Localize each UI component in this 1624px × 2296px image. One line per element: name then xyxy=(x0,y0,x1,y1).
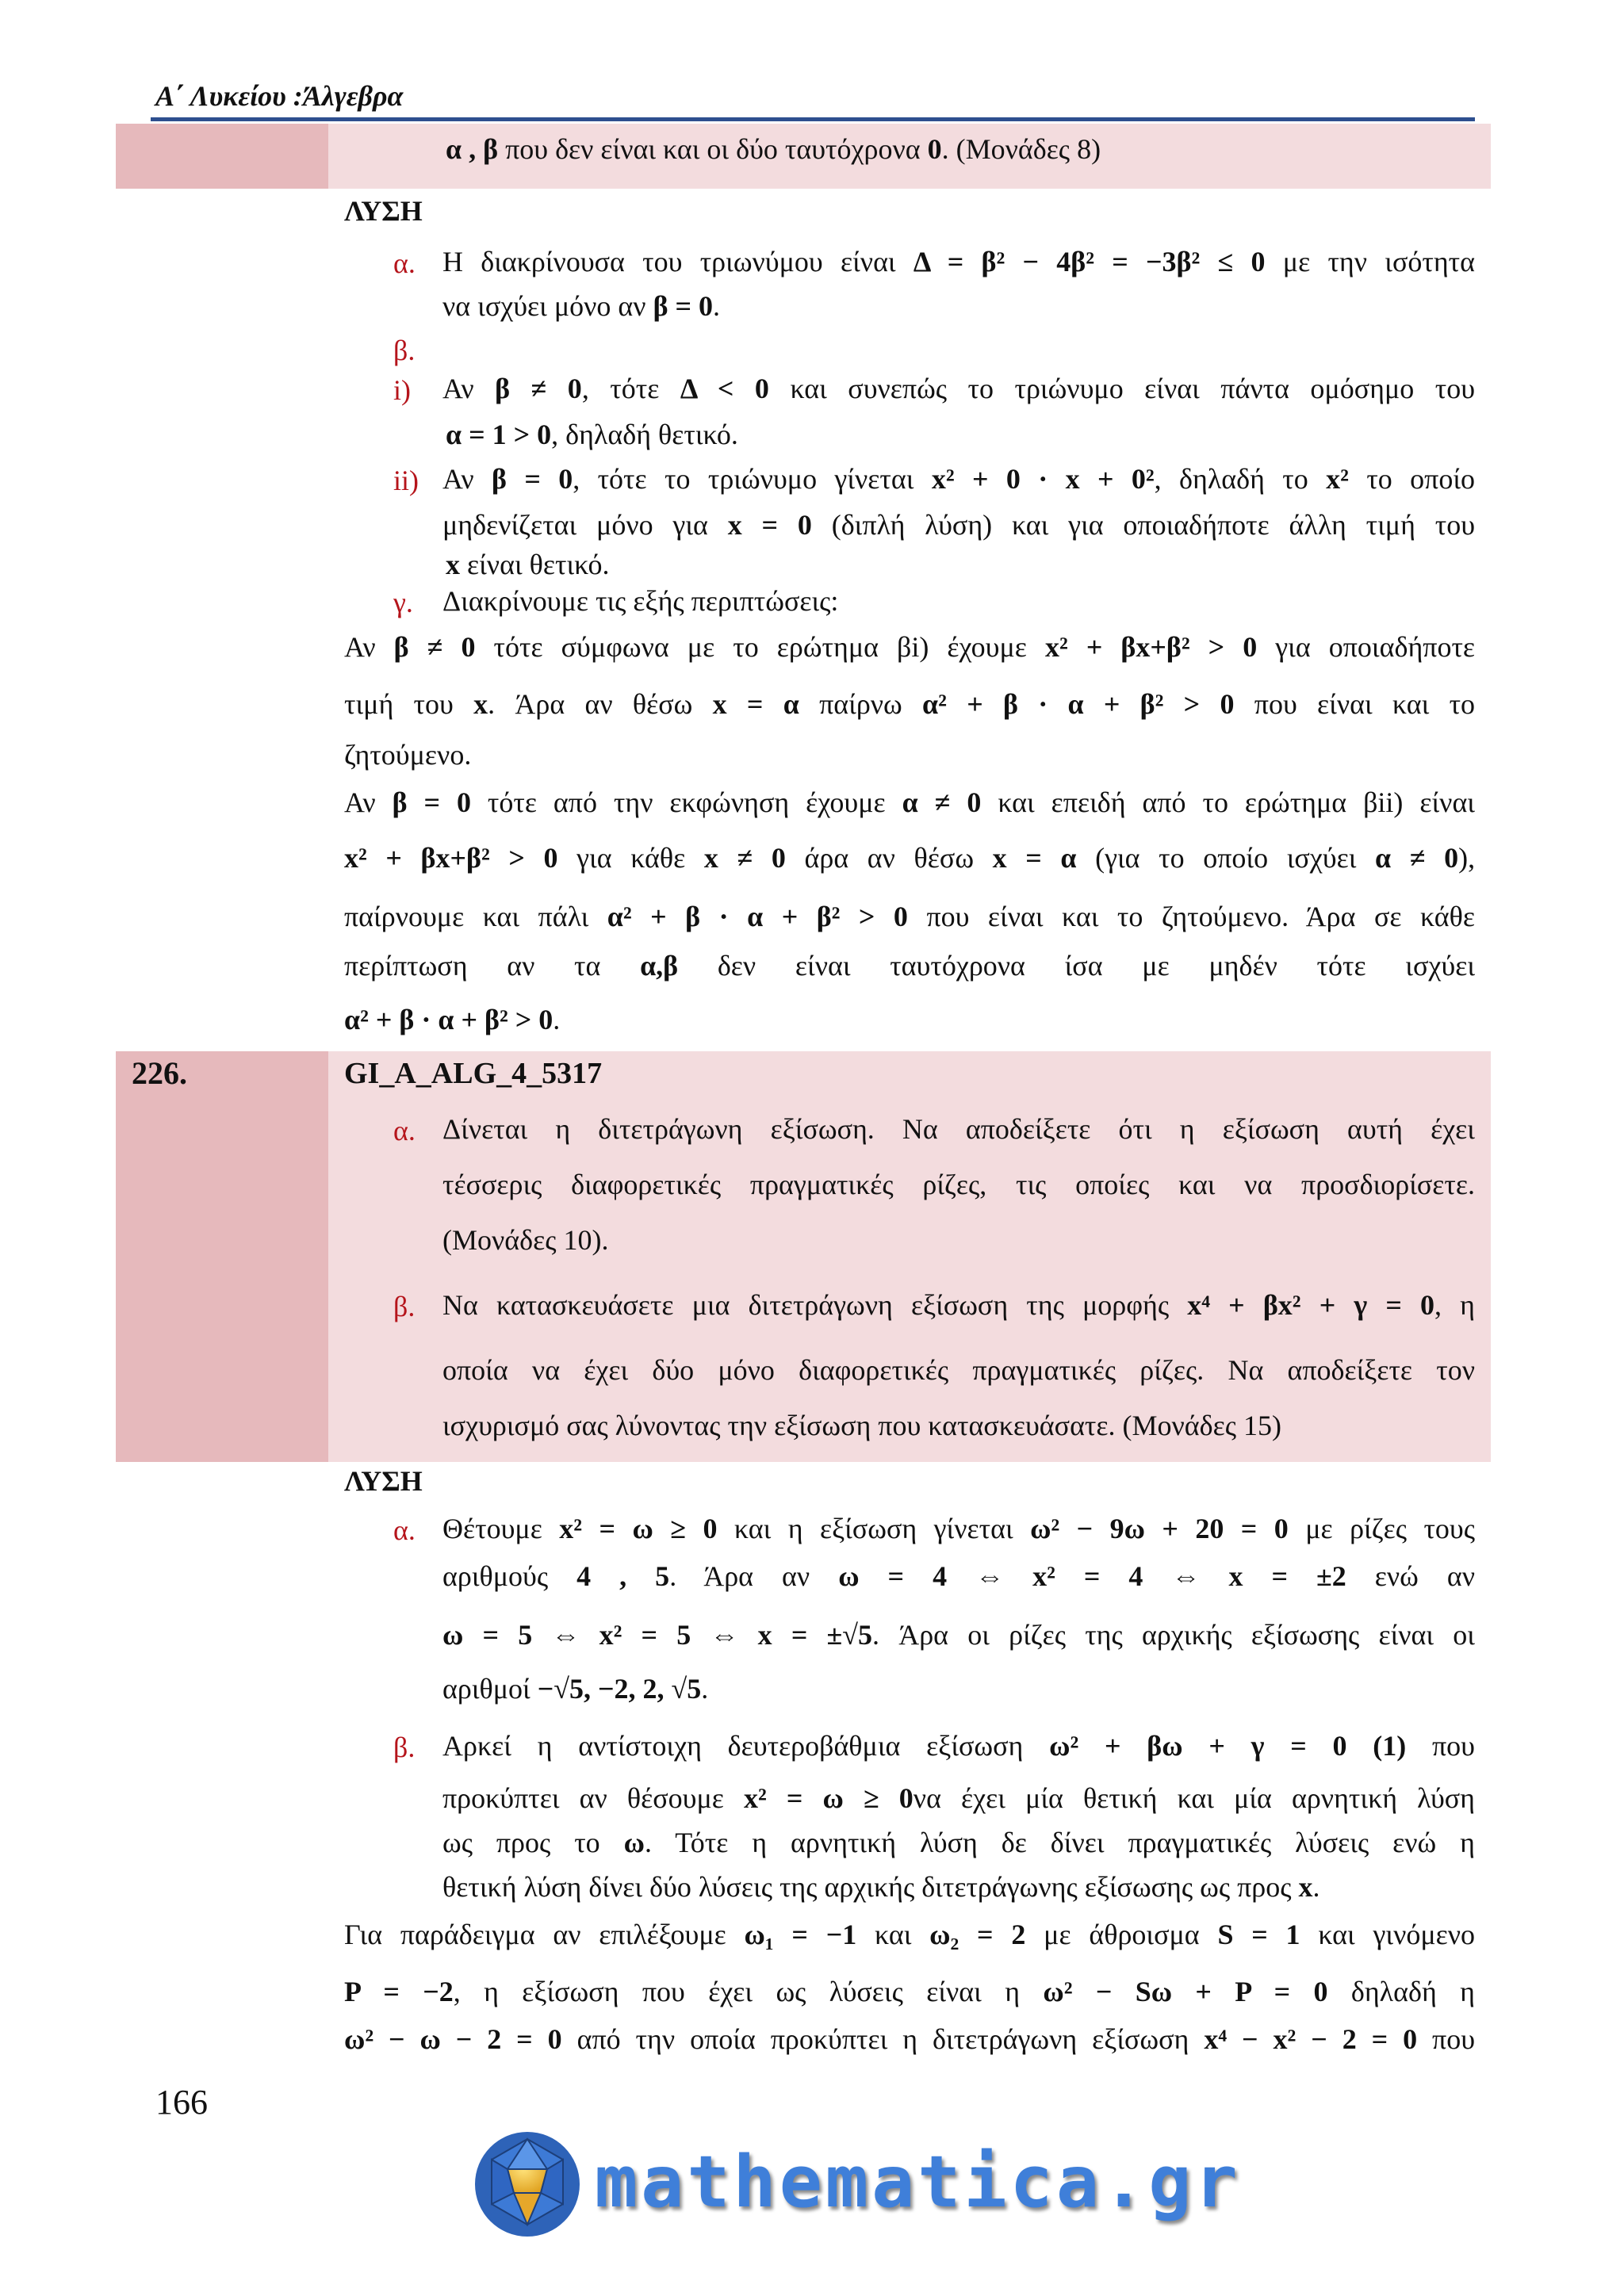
math: x xyxy=(1298,1871,1313,1903)
text: Αρκεί η αντίστοιχη δευτεροβάθμια εξίσωση xyxy=(442,1730,1024,1762)
label-c: γ. xyxy=(393,587,413,618)
text: και η εξίσωση γίνεται xyxy=(733,1513,1013,1544)
math-biquadratic: x⁴ + βx² + γ = 0 xyxy=(1187,1289,1435,1321)
text: για οποιαδήποτε xyxy=(1275,631,1476,663)
sol2-b-line3 xyxy=(442,1825,1475,1860)
math: x = α xyxy=(712,688,799,720)
sol2-b-line2 xyxy=(442,1781,1475,1816)
band1-text xyxy=(446,132,1101,166)
math: ω² − ω − 2 = 0 xyxy=(344,2023,562,2055)
text: (για το οποίο ισχύει xyxy=(1095,842,1357,874)
text: , τότε το τριώνυμο γίνεται xyxy=(573,463,914,495)
text: ), xyxy=(1458,842,1476,874)
logo-text: mathematica.gr xyxy=(595,2141,1241,2224)
sol2-q3 xyxy=(344,2022,1475,2057)
sol1-p6 xyxy=(344,899,1475,934)
ex226-a-line3: (Μονάδες 10). xyxy=(442,1224,609,1256)
text: Θέτουμε xyxy=(442,1513,542,1544)
text: Για παράδειγμα αν επιλέξουμε xyxy=(344,1919,726,1950)
math: x⁴ − x² − 2 = 0 xyxy=(1204,2023,1418,2055)
sol1-c-line1: Διακρίνουμε τις εξής περιπτώσεις: xyxy=(442,585,839,617)
sol2-b-line1 xyxy=(442,1728,1475,1763)
math-ab: α , β xyxy=(446,133,499,165)
math: ω xyxy=(623,1827,645,1858)
text: που είναι και το xyxy=(1254,688,1476,720)
math: ω = 5 ⇔ x² = 5 ⇔ x = ±√5 xyxy=(442,1619,873,1651)
text: Αν xyxy=(344,631,376,663)
math: x² + βx+β² > 0 xyxy=(1044,631,1258,663)
text: με ρίζες τους xyxy=(1305,1513,1475,1544)
text: που xyxy=(1432,2023,1476,2055)
text: δεν είναι ταυτόχρονα ίσα με μηδέν τότε ισχύει xyxy=(717,950,1476,982)
text: και συνεπώς το τριώνυμο είναι πάντα ομόσημο του xyxy=(790,373,1476,404)
math: ω² − 9ω + 20 = 0 xyxy=(1030,1513,1289,1544)
label-b: β. xyxy=(393,1291,416,1322)
sol1-bii-line3 xyxy=(446,547,610,582)
sol1-p4 xyxy=(344,785,1475,820)
band-number-cell xyxy=(116,124,328,189)
text: , δηλαδή θετικό. xyxy=(551,419,738,450)
text: από την οποία προκύπτει η διτετράγωνη εξίσωση xyxy=(576,2023,1189,2055)
text: προκύπτει αν θέσουμε xyxy=(442,1782,724,1814)
text: για κάθε xyxy=(576,842,686,874)
text: με άθροισμα xyxy=(1044,1919,1200,1950)
text: . xyxy=(701,1673,709,1705)
math: S = 1 xyxy=(1217,1919,1300,1950)
math: x xyxy=(446,549,460,580)
text: παίρνω xyxy=(819,688,902,720)
math: x = 0 xyxy=(727,509,812,541)
text: ως προς το xyxy=(442,1827,600,1858)
math: β = 0 xyxy=(392,786,471,818)
sol1-p5 xyxy=(344,840,1475,875)
text: . Άρα αν θέσω xyxy=(488,688,693,720)
sol2-q2 xyxy=(344,1974,1475,2009)
sol1-bii-line1 xyxy=(442,461,1475,496)
math: ω₂ = 2 xyxy=(929,1919,1026,1950)
sol1-p8 xyxy=(344,1002,560,1037)
text: με την ισότητα xyxy=(1282,246,1475,277)
sol1-bi-line1 xyxy=(442,371,1475,406)
sol1-bii-line2 xyxy=(442,507,1475,542)
math: β ≠ 0 xyxy=(495,373,582,404)
sol1-p2 xyxy=(344,687,1475,721)
text: Αν xyxy=(344,786,376,818)
sol1-a-line1 xyxy=(442,244,1475,279)
math: x² = ω ≥ 0 xyxy=(744,1782,914,1814)
text: , η xyxy=(1434,1289,1475,1321)
math: α = 1 > 0 xyxy=(446,419,552,450)
text: το οποίο xyxy=(1366,463,1476,495)
band1-text-mid: που δεν είναι και οι δύο ταυτόχρονα xyxy=(505,133,921,165)
sol2-b-line4 xyxy=(442,1869,1320,1904)
text: είναι θετικό. xyxy=(467,549,610,580)
math: x xyxy=(473,688,488,720)
ex226-b-line1 xyxy=(442,1288,1475,1322)
math: ω = 4 ⇔ x² = 4 ⇔ x = ±2 xyxy=(838,1560,1346,1592)
text: να ισχύει μόνο αν xyxy=(442,290,646,322)
band1-text-post: . (Μονάδες 8) xyxy=(941,133,1101,165)
label-a: α. xyxy=(393,247,416,279)
sol1-p3: ζητούμενο. xyxy=(344,739,472,771)
text: . xyxy=(1312,1871,1320,1903)
text: τιμή του xyxy=(344,688,454,720)
math: ω² − Sω + P = 0 xyxy=(1043,1976,1328,2007)
math: ω² + βω + γ = 0 xyxy=(1049,1730,1347,1762)
text: και επειδή από το ερώτημα βii) είναι xyxy=(998,786,1475,818)
text: , η εξίσωση που έχει ως λύσεις είναι η xyxy=(453,1976,1021,2007)
math: Δ < 0 xyxy=(680,373,769,404)
exercise-number: 226. xyxy=(132,1055,187,1091)
sol1-p1 xyxy=(344,629,1475,664)
sol1-bi-line2 xyxy=(446,417,738,452)
solution-title: ΛΥΣΗ xyxy=(344,1465,423,1497)
label-bi: i) xyxy=(393,374,411,406)
math: β ≠ 0 xyxy=(393,631,476,663)
math: x² xyxy=(1326,463,1349,495)
math: ω₁ = −1 xyxy=(744,1919,857,1950)
math: α ≠ 0 xyxy=(1375,842,1459,874)
math: 4 , 5 xyxy=(576,1560,670,1592)
sol1-p7 xyxy=(344,948,1475,983)
math: β = 0 xyxy=(491,463,573,495)
math: α,β xyxy=(640,950,679,982)
label-b: β. xyxy=(393,335,416,366)
sol2-a-line2 xyxy=(442,1559,1475,1594)
label-a: α. xyxy=(393,1514,416,1546)
text: Η διακρίνουσα του τριωνύμου είναι xyxy=(442,246,896,277)
text: και γινόμενο xyxy=(1318,1919,1476,1950)
text: , τότε xyxy=(581,373,660,404)
math: x² + 0 · x + 0² xyxy=(931,463,1155,495)
text: τότε από την εκφώνηση έχουμε xyxy=(487,786,886,818)
math-zero: 0 xyxy=(927,133,942,165)
text: που xyxy=(1432,1730,1475,1762)
ex226-b-line2: οποία να έχει δύο μόνο διαφορετικές πραγματικές ρίζες. Να αποδείξετε τον xyxy=(442,1354,1475,1386)
math: P = −2 xyxy=(344,1976,454,2007)
ex226-a-line1: Δίνεται η διτετράγωνη εξίσωση. Να αποδείξετε ότι η εξίσωση αυτή έχει xyxy=(442,1113,1475,1145)
text: Να κατασκευάσετε μια διτετράγωνη εξίσωση της μορφής xyxy=(442,1289,1170,1321)
math: α² + β · α + β² > 0 xyxy=(922,688,1235,720)
text: δηλαδή η xyxy=(1350,1976,1475,2007)
text: αριθμούς xyxy=(442,1560,549,1592)
band-number-cell xyxy=(116,1051,328,1462)
text: περίπτωση αν τα xyxy=(344,950,601,982)
text: να έχει μία θετική και μία αρνητική λύση xyxy=(913,1782,1475,1814)
label-bii: ii) xyxy=(393,465,419,496)
header-rule xyxy=(151,117,1475,121)
page-number: 166 xyxy=(155,2083,208,2122)
text: άρα αν θέσω xyxy=(804,842,975,874)
text: . xyxy=(553,1004,561,1035)
text: . Τότε η αρνητική λύση δε δίνει πραγματικές λύσεις ενώ η xyxy=(644,1827,1475,1858)
text: ενώ αν xyxy=(1374,1560,1476,1592)
equation-ref: (1) xyxy=(1373,1730,1407,1762)
text: τότε σύμφωνα με το ερώτημα βi) έχουμε xyxy=(493,631,1027,663)
ex226-b-line3: ισχυρισμό σας λύνοντας την εξίσωση που κατασκευάσατε. (Μονάδες 15) xyxy=(442,1410,1281,1441)
text: θετική λύση δίνει δύο λύσεις της αρχικής διτετράγωνης εξίσωσης ως προς xyxy=(442,1871,1292,1903)
label-b: β. xyxy=(393,1732,416,1763)
sol2-a-line1 xyxy=(442,1511,1475,1546)
page-header-title: Α΄ Λυκείου :Άλγεβρα xyxy=(155,80,404,112)
text: (διπλή λύση) και για οποιαδήποτε άλλη τιμή του xyxy=(831,509,1476,541)
text: Αν xyxy=(442,373,474,404)
sol2-a-line4 xyxy=(442,1671,708,1706)
site-logo xyxy=(468,2125,1241,2244)
math: α² + β · α + β² > 0 xyxy=(607,901,908,932)
label-a: α. xyxy=(393,1115,416,1146)
text: , δηλαδή το xyxy=(1154,463,1308,495)
math: x = α xyxy=(992,842,1077,874)
text: μηδενίζεται μόνο για xyxy=(442,509,708,541)
text: που είναι και το ζητούμενο. Άρα σε κάθε xyxy=(926,901,1476,932)
math: x ≠ 0 xyxy=(703,842,786,874)
math-roots: −√5, −2, 2, √5 xyxy=(537,1673,702,1705)
text: . Άρα αν xyxy=(669,1560,810,1592)
text: Αν xyxy=(442,463,474,495)
solution-title: ΛΥΣΗ xyxy=(344,195,423,227)
text: παίρνουμε και πάλι xyxy=(344,901,589,932)
text: . Άρα οι ρίζες της αρχικής εξίσωσης είναι οι xyxy=(872,1619,1475,1651)
math-discriminant: Δ = β² − 4β² = −3β² ≤ 0 xyxy=(913,246,1266,277)
sol2-a-line3 xyxy=(442,1617,1475,1652)
text: αριθμοί xyxy=(442,1673,530,1705)
math-b-zero: β = 0 xyxy=(653,290,714,322)
sol2-q1 xyxy=(344,1917,1475,1952)
polyhedron-logo-icon xyxy=(468,2125,587,2244)
math: α² + β · α + β² > 0 xyxy=(344,1004,553,1035)
sol1-a-line2: να ισχύει μόνο αν β = 0. xyxy=(442,290,721,322)
exercise-code: GI_A_ALG_4_5317 xyxy=(344,1057,603,1090)
math: x² + βx+β² > 0 xyxy=(344,842,558,874)
ex226-a-line2: τέσσερις διαφορετικές πραγματικές ρίζες, τις οποίες και να προσδιορίσετε. xyxy=(442,1169,1475,1200)
text: και xyxy=(875,1919,912,1950)
math: α ≠ 0 xyxy=(902,786,982,818)
math: x² = ω ≥ 0 xyxy=(559,1513,718,1544)
